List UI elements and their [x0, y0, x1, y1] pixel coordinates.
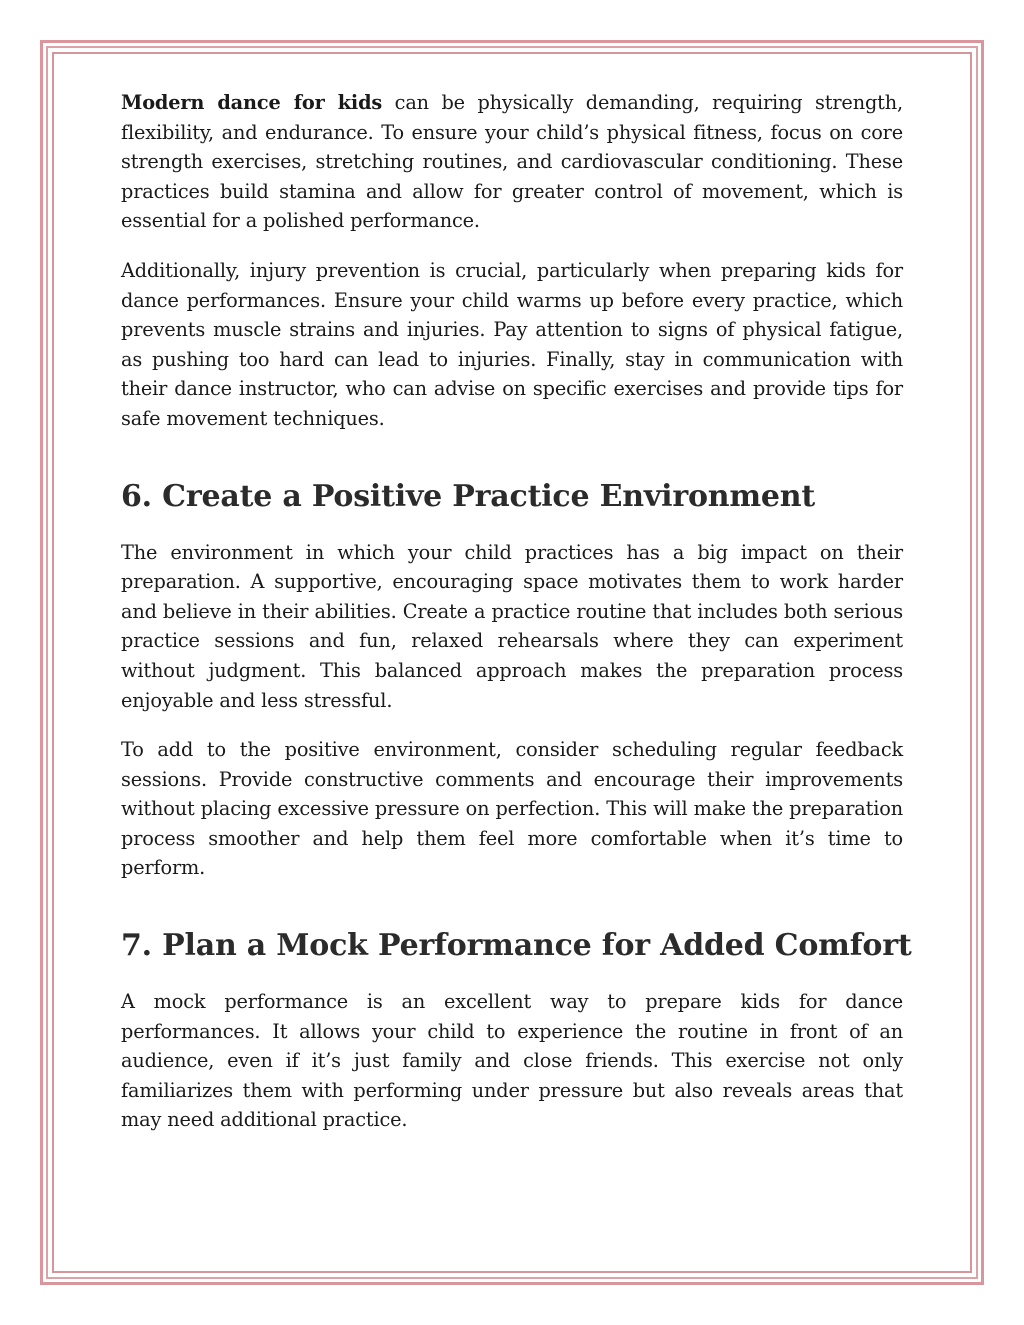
page-content	[121, 88, 912, 1155]
section-6-paragraph-2: To add to the positive environment, consider scheduling regular feedback sessions. Provide constructive comments and encourage their improvements without placing excessive pressure on perfection. This will make the preparation process smoother and help them feel more comfortable when it’s time to perform.	[121, 738, 903, 880]
intro-paragraph-1	[121, 88, 903, 236]
intro-paragraph-2: Additionally, injury prevention is crucial, particularly when preparing kids for dance performances. Ensure your child warms up before every practice, which prevents muscle strains and injuries. Pay attention to signs of physical fatigue, as pushing too hard can lead to injuries. Finally, stay in communication with their dance instructor, who can advise on specific exercises and provide tips for safe movement techniques.	[121, 258, 903, 430]
intro-lead-bold: Modern dance for kids	[121, 91, 383, 114]
intro-lead-text: can be physically demanding, requiring strength, flexibility, and endurance. To ensure your child’s physical fitness, focus on core strength exercises, stretching routines, and cardiovascular conditioning. These practices build stamina and allow for greater control of movement, which is essential for a polished performance.	[121, 91, 904, 233]
section-6-heading: 6. Create a Positive Practice Environment	[121, 478, 816, 514]
section-7-paragraph-1: A mock performance is an excellent way to prepare kids for dance performances. It allows your child to experience the routine in front of an audience, even if it’s just family and close friends. This exercise not only familiarizes them with performing under pressure but also reveals areas that may need additional practice.	[121, 990, 903, 1132]
section-7-heading: 7. Plan a Mock Performance for Added Comfort	[121, 928, 912, 964]
section-6-paragraph-1: The environment in which your child practices has a big impact on their preparation. A supportive, encouraging space motivates them to work harder and believe in their abilities. Create a practice routine that includes both serious practice sessions and fun, relaxed rehearsals where they can experiment without judgment. This balanced approach makes the preparation process enjoyable and less stressful.	[121, 540, 903, 712]
